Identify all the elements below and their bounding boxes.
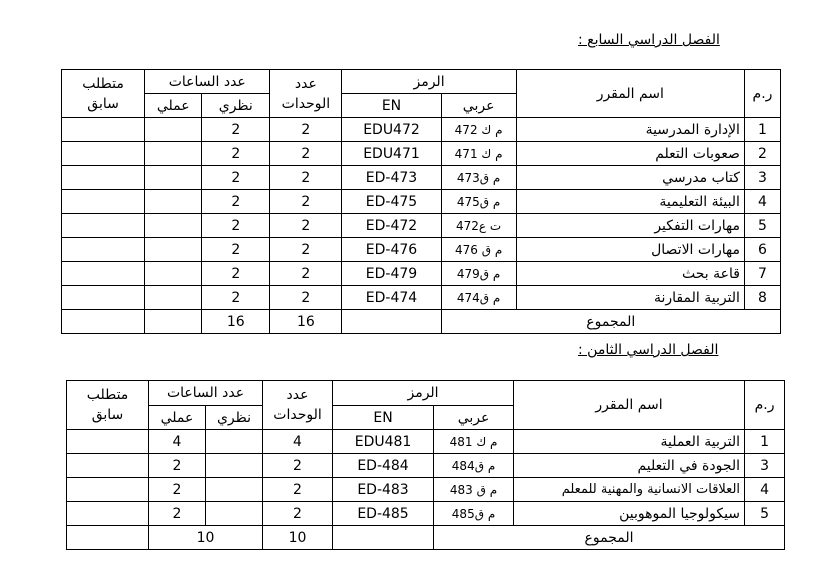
total-row [62,310,781,334]
row-theory [206,502,263,526]
row-units: 2 [270,166,342,190]
total-units: 10 [263,526,333,550]
row-code-ar: م ك 471 [441,142,516,166]
row-code-en: ED-485 [333,502,434,526]
table-row [62,142,781,166]
row-practical [145,190,202,214]
row-code-en: ED-476 [342,238,441,262]
table-row [67,430,785,454]
row-code-ar: م ك 472 [441,118,516,142]
row-num: 1 [745,430,785,454]
row-prereq [67,454,149,478]
header-theory: نظري [202,94,270,118]
row-num: 5 [744,214,780,238]
row-code-en: ED-472 [342,214,441,238]
row-units: 2 [270,262,342,286]
row-code-ar: م ق485 [434,502,514,526]
table-row [62,286,781,310]
row-prereq [67,478,149,502]
header-hours: عدد الساعات [149,381,263,406]
row-units: 2 [263,502,333,526]
header-arabic: عربي [434,406,514,430]
semester8-table [66,380,785,550]
header-course: اسم المقرر [516,70,744,118]
header-course: اسم المقرر [514,381,745,430]
row-num: 2 [744,142,780,166]
row-practical: 4 [149,430,206,454]
table-row [62,238,781,262]
total-empty [342,310,441,334]
total-row [67,526,785,550]
row-practical: 2 [149,502,206,526]
header-practical: عملي [145,94,202,118]
row-num: 8 [744,286,780,310]
header-en: EN [342,94,441,118]
header-units: عدد الوحدات [263,381,333,430]
row-theory [206,454,263,478]
row-code-ar: م ك 481 [434,430,514,454]
row-course: البيئة التعليمية [516,190,744,214]
row-theory: 2 [202,190,270,214]
row-num: 4 [745,478,785,502]
row-code-ar: م ق484 [434,454,514,478]
row-theory [206,478,263,502]
row-num: 1 [744,118,780,142]
row-prereq [62,166,145,190]
row-practical [145,142,202,166]
row-code-en: ED-479 [342,262,441,286]
row-practical [145,166,202,190]
row-practical [145,262,202,286]
row-course: صعوبات التعلم [516,142,744,166]
row-course: التربية العملية [514,430,745,454]
total-units: 16 [270,310,342,334]
row-practical [145,286,202,310]
row-theory: 2 [202,166,270,190]
semester8-title: الفصل الدراسي الثامن : [578,342,719,358]
table-row [62,166,781,190]
row-code-en: ED-475 [342,190,441,214]
row-code-ar: ت ع472 [441,214,516,238]
table-row [62,118,781,142]
header-practical: عملي [149,406,206,430]
row-code-en: EDU481 [333,430,434,454]
row-theory [206,430,263,454]
total-label: المجموع [434,526,785,550]
row-num: 3 [745,454,785,478]
table-row [62,214,781,238]
semester7-title: الفصل الدراسي السابع : [578,32,720,48]
total-empty [67,526,149,550]
row-units: 2 [270,286,342,310]
row-units: 2 [270,142,342,166]
header-theory: نظري [206,406,263,430]
row-course: العلاقات الانسانية والمهنية للمعلم [514,478,745,502]
row-course: مهارات الاتصال [516,238,744,262]
header-num: ر.م [745,381,785,430]
header-code: الرمز [342,70,516,94]
total-empty [62,310,145,334]
row-units: 2 [270,190,342,214]
row-units: 2 [270,118,342,142]
header-arabic: عربي [441,94,516,118]
total-label: المجموع [441,310,780,334]
row-code-ar: م ق473 [441,166,516,190]
header-units: عدد الوحدات [270,70,342,118]
row-theory: 2 [202,262,270,286]
row-code-en: ED-474 [342,286,441,310]
row-prereq [62,118,145,142]
row-course: مهارات التفكير [516,214,744,238]
row-num: 7 [744,262,780,286]
table-row [67,478,785,502]
row-num: 3 [744,166,780,190]
row-course: سيكولوجيا الموهوبين [514,502,745,526]
row-units: 2 [270,214,342,238]
row-units: 4 [263,430,333,454]
row-code-ar: م ق474 [441,286,516,310]
row-practical [145,118,202,142]
row-prereq [62,262,145,286]
row-prereq [62,238,145,262]
total-empty [333,526,434,550]
row-theory: 2 [202,286,270,310]
row-course: التربية المقارنة [516,286,744,310]
table-row [62,262,781,286]
row-prereq [62,286,145,310]
header-hours: عدد الساعات [145,70,270,94]
total-hours: 10 [149,526,263,550]
row-prereq [62,190,145,214]
row-num: 4 [744,190,780,214]
row-code-ar: م ق 476 [441,238,516,262]
row-units: 2 [263,478,333,502]
row-code-en: EDU471 [342,142,441,166]
row-units: 2 [263,454,333,478]
row-units: 2 [270,238,342,262]
row-theory: 2 [202,238,270,262]
table-row [67,454,785,478]
row-prereq [62,142,145,166]
semester7-table [61,69,781,334]
row-prereq [67,430,149,454]
table-row [67,502,785,526]
total-empty [145,310,202,334]
row-theory: 2 [202,118,270,142]
row-course: كتاب مدرسي [516,166,744,190]
header-prereq: متطلب سابق [67,381,149,430]
row-code-ar: م ق475 [441,190,516,214]
header-num: ر.م [744,70,780,118]
table-row [62,190,781,214]
row-code-en: EDU472 [342,118,441,142]
row-course: قاعة بحث [516,262,744,286]
row-num: 6 [744,238,780,262]
row-prereq [67,502,149,526]
row-practical: 2 [149,454,206,478]
row-code-en: ED-473 [342,166,441,190]
header-code: الرمز [333,381,514,406]
row-code-en: ED-484 [333,454,434,478]
row-code-en: ED-483 [333,478,434,502]
row-num: 5 [745,502,785,526]
row-code-ar: م ق479 [441,262,516,286]
row-code-ar: م ق 483 [434,478,514,502]
row-practical [145,214,202,238]
row-course: الإدارة المدرسية [516,118,744,142]
row-theory: 2 [202,214,270,238]
row-prereq [62,214,145,238]
header-en: EN [333,406,434,430]
header-prereq: متطلب سابق [62,70,145,118]
row-practical [145,238,202,262]
row-practical: 2 [149,478,206,502]
row-theory: 2 [202,142,270,166]
total-hours: 16 [202,310,270,334]
row-course: الجودة في التعليم [514,454,745,478]
